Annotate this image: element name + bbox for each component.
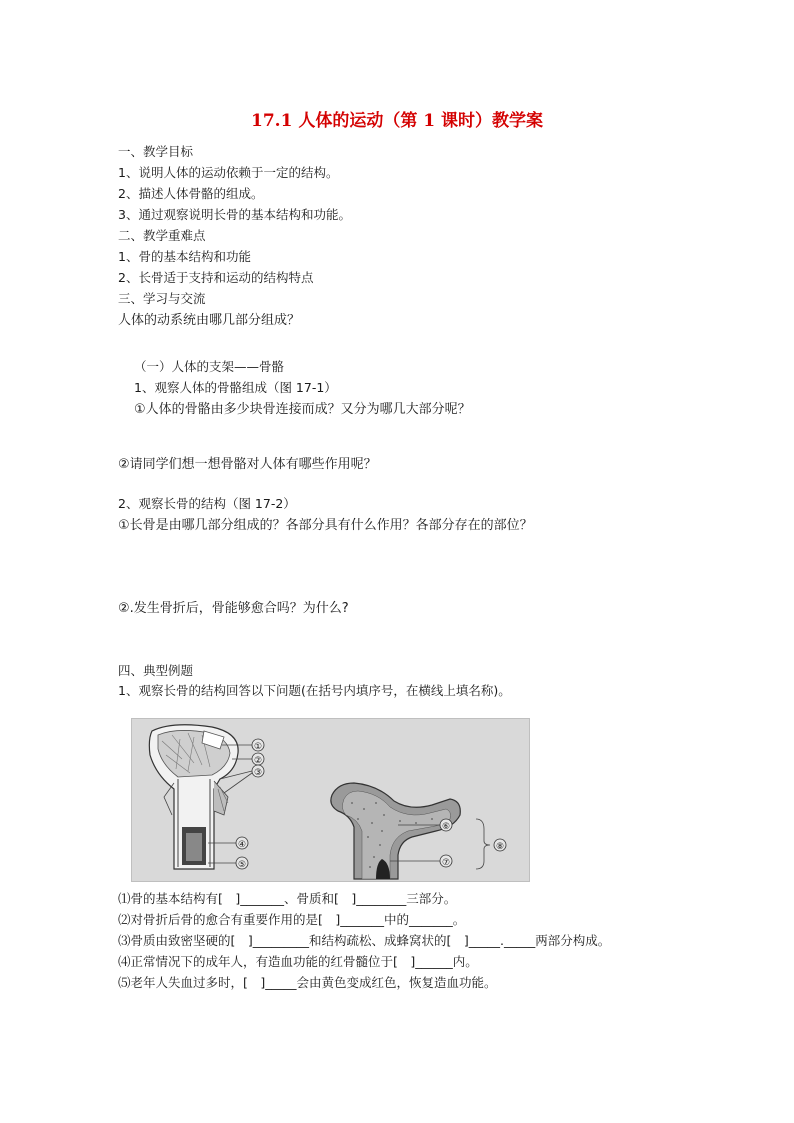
goal-item: 1、说明人体的运动依赖于一定的结构。 <box>118 165 339 180</box>
fill-question-2: ⑵对骨折后骨的愈合有重要作用的是[ ]_______中的_______。 <box>118 912 466 927</box>
goal-item: 2、描述人体骨骼的组成。 <box>118 186 264 201</box>
fill-question-1: ⑴骨的基本结构有[ ]_______、骨质和[ ]________三部分。 <box>118 891 457 906</box>
figure-label-5: ⑤ <box>237 860 247 870</box>
fill-question-4: ⑷正常情况下的成年人，有造血功能的红骨髓位于[ ]______内。 <box>118 954 478 969</box>
figure-label-1: ① <box>253 742 263 752</box>
study-heading: 三、学习与交流 <box>118 291 206 306</box>
document-title: 17.1 人体的运动（第 1 课时）教学案 <box>251 111 543 131</box>
figure-label-8: ⑧ <box>495 842 505 852</box>
figure-label-4: ④ <box>237 840 247 850</box>
long-bone-section-left <box>149 725 238 869</box>
long-bone-figure <box>131 718 530 882</box>
key-point: 2、长骨适于支持和运动的结构特点 <box>118 270 314 285</box>
part1-item: 1、观察人体的骨骼组成（图 17-1） <box>134 380 337 395</box>
figure-label-2: ② <box>253 756 263 766</box>
figure-label-3: ③ <box>253 768 263 778</box>
example-heading: 四、典型例题 <box>118 663 194 678</box>
figure-label-7: ⑦ <box>441 858 451 868</box>
part1-question-1: ①人体的骨骼由多少块骨连接而成？又分为哪几大部分呢？ <box>134 402 471 417</box>
long-bone-diagram <box>132 719 529 881</box>
figure-label-6: ⑥ <box>441 822 451 832</box>
part1-question-2: ②请同学们想一想骨骼对人体有哪些作用呢？ <box>118 457 377 472</box>
part1-heading: （一）人体的支架——骨骼 <box>134 359 285 374</box>
part2-question-2: ②.发生骨折后，骨能够愈合吗？为什么? <box>118 601 349 616</box>
study-intro: 人体的动系统由哪几部分组成？ <box>118 313 301 328</box>
key-point: 1、骨的基本结构和功能 <box>118 249 251 264</box>
goals-heading: 一、教学目标 <box>118 144 194 159</box>
goal-item: 3、通过观察说明长骨的基本结构和功能。 <box>118 207 351 222</box>
part2-item: 2、观察长骨的结构（图 17-2） <box>118 496 296 511</box>
fill-question-5: ⑸老年人失血过多时，[ ]_____会由黄色变成红色，恢复造血功能。 <box>118 975 497 990</box>
fill-question-3: ⑶骨质由致密坚硬的[ ]_________和结构疏松、成蜂窝状的[ ]_____._____两部分构成。 <box>118 933 611 948</box>
key-heading: 二、教学重难点 <box>118 228 206 243</box>
example-item: 1、观察长骨的结构回答以下问题(在括号内填序号，在横线上填名称)。 <box>118 683 511 698</box>
part2-question-1: ①长骨是由哪几部分组成的？各部分具有什么作用？各部分存在的部位？ <box>118 518 533 533</box>
